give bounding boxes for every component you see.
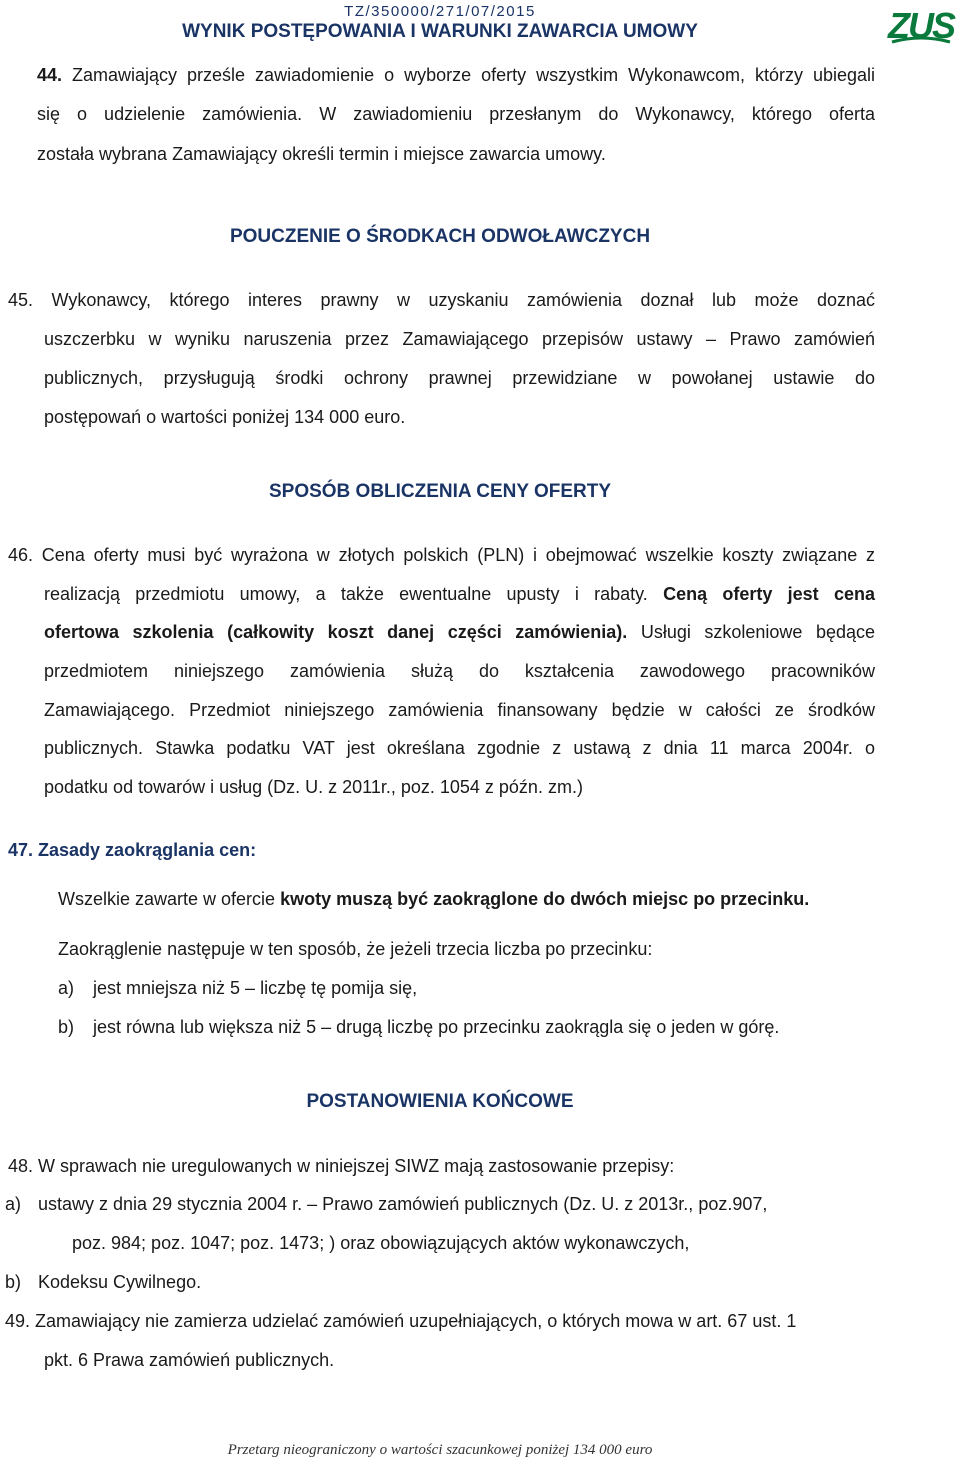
paragraph-48-item-a-text-1: ustawy z dnia 29 stycznia 2004 r. – Prawo zamówień publicznych (Dz. U. z 2013r., poz.907,: [38, 1194, 768, 1214]
paragraph-45-line-1: 45. Wykonawcy, którego interes prawny w uzyskaniu zamówienia doznał lub może doznać: [8, 290, 875, 310]
paragraph-44-line-1: [37, 65, 875, 86]
paragraph-48-item-b-label: b): [5, 1272, 22, 1292]
paragraph-45-line-4: postępowań o wartości poniżej 134 000 euro.: [44, 407, 406, 427]
paragraph-48-item-a-label: a): [5, 1194, 22, 1214]
paragraph-46-line-3: [44, 622, 875, 643]
paragraph-46-line-5: Zamawiającego. Przedmiot niniejszego zamówienia finansowany będzie w całości ze środków: [44, 700, 875, 720]
document-header-title: WYNIK POSTĘPOWANIA I WARUNKI ZAWARCIA UMOWY: [182, 21, 698, 42]
paragraph-44-text-1: Zamawiający prześle zawiadomienie o wyborze oferty wszystkim Wykonawcom, którzy ubiegali: [72, 65, 875, 85]
paragraph-44-number: 44.: [37, 65, 63, 85]
heading-pouczenie: POUCZENIE O ŚRODKACH ODWOŁAWCZYCH: [229, 226, 651, 247]
paragraph-44-line-3: została wybrana Zamawiający określi termin i miejsce zawarcia umowy.: [37, 144, 606, 164]
zus-logo-text: ZUS: [888, 5, 954, 46]
paragraph-47-text-1a: Wszelkie zawarte w ofercie: [58, 889, 281, 909]
paragraph-47-bold-1b: kwoty muszą być zaokrąglone do dwóch miejsc po przecinku.: [280, 889, 810, 909]
paragraph-49-line-2: pkt. 6 Prawa zamówień publicznych.: [44, 1350, 335, 1370]
heading-sposob-obliczenia: SPOSÓB OBLICZENIA CENY OFERTY: [268, 481, 612, 502]
paragraph-48-item-a-text-2: poz. 984; poz. 1047; poz. 1473; ) oraz obowiązujących aktów wykonawczych,: [72, 1233, 690, 1253]
paragraph-46-line-6: publicznych. Stawka podatku VAT jest określana zgodnie z ustawą z dnia 11 marca 2004r. o: [44, 738, 875, 758]
page-footer: Przetarg nieograniczony o wartości szacunkowej poniżej 134 000 euro: [227, 1442, 653, 1458]
paragraph-46-text-2a: realizacją przedmiotu umowy, a także ewentualne upusty i rabaty.: [44, 584, 648, 604]
paragraph-46-line-4: przedmiotem niniejszego zamówienia służą do kształcenia zawodowego pracowników: [44, 661, 875, 681]
paragraph-46-bold-3a: ofertowa szkolenia (całkowity koszt danej części zamówienia).: [44, 622, 628, 642]
paragraph-46-text-3b: Usługi szkoleniowe będące: [640, 622, 875, 642]
paragraph-48-item-b-text: Kodeksu Cywilnego.: [38, 1272, 202, 1292]
paragraph-47-item-a-text: jest mniejsza niż 5 – liczbę tę pomija się,: [93, 978, 418, 998]
paragraph-48-line-1: 48. W sprawach nie uregulowanych w niniejszej SIWZ mają zastosowanie przepisy:: [8, 1156, 675, 1176]
paragraph-45-line-2: uszczerbku w wyniku naruszenia przez Zamawiającego przepisów ustawy – Prawo zamówień: [44, 329, 875, 349]
paragraph-47-line-2: Zaokrąglenie następuje w ten sposób, że jeżeli trzecia liczba po przecinku:: [58, 939, 653, 959]
heading-postanowienia-koncowe: POSTANOWIENIA KOŃCOWE: [306, 1091, 574, 1112]
paragraph-46-line-7: podatku od towarów i usług (Dz. U. z 2011r., poz. 1054 z późn. zm.): [44, 777, 583, 797]
paragraph-49-line-1: 49. Zamawiający nie zamierza udzielać zamówień uzupełniających, o których mowa w art. 67 ust. 1: [5, 1311, 797, 1331]
paragraph-45-line-3: publicznych, przysługują środki ochrony prawnej przewidziane w powołanej ustawie do: [44, 368, 875, 388]
paragraph-46-bold-2b: Ceną oferty jest cena: [663, 584, 875, 604]
paragraph-47-item-b-label: b): [58, 1017, 75, 1037]
document-reference-number: TZ/350000/271/07/2015: [344, 3, 536, 20]
paragraph-44-line-2: się o udzielenie zamówienia. W zawiadomieniu przesłanym do Wykonawcy, którego oferta: [37, 104, 875, 124]
paragraph-47-heading: 47. Zasady zaokrąglania cen:: [8, 840, 257, 860]
paragraph-46-line-2: [44, 584, 875, 605]
paragraph-47-item-a-label: a): [58, 978, 75, 998]
paragraph-46-line-1: 46. Cena oferty musi być wyrażona w złotych polskich (PLN) i obejmować wszelkie koszty związane z: [8, 545, 875, 565]
paragraph-47-item-b-text: jest równa lub większa niż 5 – drugą liczbę po przecinku zaokrągla się o jeden w górę.: [93, 1017, 780, 1037]
zus-logo: [886, 4, 956, 48]
paragraph-47-line-1: [58, 889, 809, 910]
